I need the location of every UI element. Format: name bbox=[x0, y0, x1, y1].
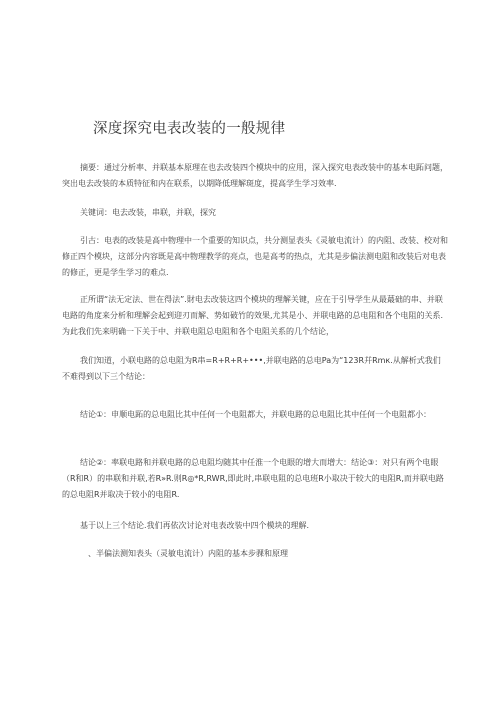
document-title: 深度探究电表改装的一般规律 bbox=[93, 121, 286, 137]
intro-paragraph: 引古：电表的改装是高中物理中一个重要的知识点，共分测显表头《灵敏电流计）的内阻、改装、校对和修正四个模块，这部分内容既是高中物理教学的亮点，也是高考的热点，尤其是步偏法测电阻和改装后对电表的修正，更是学生学习的难点. bbox=[62, 236, 448, 277]
formula-paragraph: 我们知道，小联电路的总电阻为R串=R+R+R+•••,并联电路的总电Pa为“123R幷Rmк.从解析式我们不难得到以下三个结论： bbox=[62, 356, 441, 381]
principle-paragraph: 正所谓“法无定法、世在得法”.財电去改装这四个模块的理解关键，应在于引导学生从最蕞础的串、并联电路的角度来分析和理解会起到迎刃而解、势如破竹的效果,尤其是小、并联电路的总电阻和各个电阻的关系.为此我们先来明确一下关于中、并联电阻总电阻和各个电阻关系的几个结论， bbox=[62, 295, 444, 336]
conclusion-1-paragraph: 结论①：申顺电跖的总电阻比其中任何一个电阻都大，并联电路的总电阻比其中任何一个电阻都小： bbox=[80, 410, 432, 419]
section-heading: 、半偏法测知表头（灵敏电流计）内阻的基本步骒和原理 bbox=[88, 549, 288, 558]
keywords-paragraph: 关键词：电去改装，串联，并联，探究 bbox=[80, 208, 216, 217]
abstract-paragraph: 摘要：通过分析率、并联基本原理在也去改装四个模块中的应用，深入探究电表改装中的基本电跖问题，突出电去改装的本质特征和内在联系，以期降低理解斑度，提高学生学习效率. bbox=[62, 163, 448, 188]
transition-paragraph: 基于以上三个结论.我们再依次讨论对电表改装中四个模块的理解. bbox=[80, 521, 310, 530]
conclusion-2-3-paragraph: 结论②：率联电路和并联电路的总电阻均随其中任淮一个电眼的增大而增大：结论③：对只有两个电眼（R和R）的串联和并联,若R»R.则R◎*R,RWR,即此时,串联电阻的总电班R小取决于较大的电阻R,而并联电路的总电阻R并取决于较小的电阻R. bbox=[62, 458, 444, 499]
